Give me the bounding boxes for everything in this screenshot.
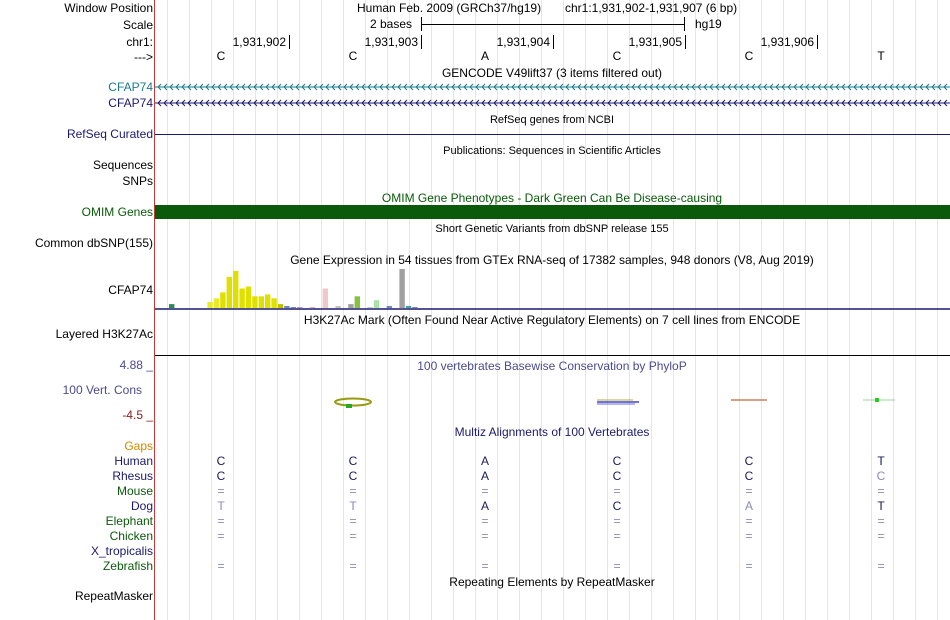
cons-wiggle-plot[interactable] [155, 394, 950, 412]
multiz-aligned-base: T [349, 499, 357, 513]
coordinate-tick [685, 35, 686, 49]
strand-arrow-label: ---> [134, 50, 153, 64]
refseq-track-label[interactable]: RefSeq Curated [66, 127, 153, 141]
gtex-gene-label[interactable]: CFAP74 [108, 283, 153, 297]
gtex-tissue-bar [227, 277, 232, 308]
multiz-aligned-base: C [348, 454, 358, 468]
assembly-text: Human Feb. 2009 (GRCh37/hg19) [357, 1, 542, 15]
gencode-item-label-2[interactable]: CFAP74 [108, 96, 153, 110]
gtex-tissue-bar [399, 269, 404, 308]
gtex-tissue-bar [278, 304, 283, 308]
h3k27ac-track-label[interactable]: Layered H3K27Ac [55, 327, 153, 341]
gtex-expression-bars[interactable] [155, 268, 950, 310]
scale-text: 2 bases [370, 17, 413, 31]
gtex-tissue-bar [239, 289, 244, 309]
coordinate-tick [817, 35, 818, 49]
multiz-aligned-base: T [217, 499, 225, 513]
gtex-tissue-bar [233, 271, 238, 308]
gencode-transcript-1[interactable] [155, 80, 950, 94]
multiz-aligned-base: C [744, 469, 754, 483]
gtex-tissue-bar [246, 287, 251, 309]
multiz-aligned-base: = [877, 529, 885, 543]
multiz-aligned-base: = [217, 559, 225, 573]
gencode-track-title: GENCODE V49lift37 (3 items filtered out) [441, 66, 663, 80]
multiz-species-label[interactable]: Rhesus [112, 469, 153, 483]
multiz-aligned-base: = [877, 559, 885, 573]
gtex-tissue-bar [374, 300, 379, 308]
cons-max-value: 4.88 _ [119, 358, 153, 372]
gtex-tissue-bar [259, 296, 264, 308]
gtex-tissue-bar [387, 306, 392, 308]
reference-base: C [744, 49, 754, 63]
multiz-aligned-base: C [612, 499, 622, 513]
cons-track-label[interactable]: 100 Vert. Cons [62, 383, 142, 397]
coordinate-label: 1,931,905 [628, 35, 682, 49]
gtex-tissue-bar [220, 292, 225, 308]
reference-base: C [612, 49, 622, 63]
multiz-aligned-base: = [745, 484, 753, 498]
gtex-tissue-bar [297, 307, 302, 308]
coordinate-tick [289, 35, 290, 49]
multiz-species-label[interactable]: Elephant [105, 514, 153, 528]
coordinate-label: 1,931,902 [232, 35, 286, 49]
gtex-tissue-bar [214, 298, 219, 308]
gtex-tissue-bar [355, 296, 360, 308]
omim-gene-bar[interactable] [155, 205, 950, 219]
multiz-species-label[interactable]: X_tropicalis [90, 544, 153, 558]
gtex-tissue-bar [310, 307, 315, 308]
refseq-gene-line[interactable] [155, 134, 950, 135]
dbsnp-track-title: Short Genetic Variants from dbSNP release 155 [435, 223, 669, 235]
multiz-species-label[interactable]: Chicken [109, 529, 153, 543]
reference-base: T [877, 49, 885, 63]
multiz-aligned-base: = [877, 484, 885, 498]
gtex-tissue-bar [207, 302, 212, 308]
cons-track-title: 100 vertebrates Basewise Conservation by PhyloP [417, 359, 687, 373]
multiz-species-label[interactable]: Mouse [116, 484, 153, 498]
gtex-tissue-bar [252, 296, 257, 308]
multiz-aligned-base: = [481, 484, 489, 498]
cons-min-value: -4.5 _ [122, 408, 153, 422]
multiz-aligned-base: = [877, 514, 885, 528]
multiz-aligned-base: = [349, 559, 357, 573]
multiz-track-title: Multiz Alignments of 100 Vertebrates [454, 425, 650, 439]
h3k27ac-baseline [155, 355, 950, 356]
multiz-species-label[interactable]: Human [114, 454, 153, 468]
dbsnp-track-label[interactable]: Common dbSNP(155) [34, 236, 153, 250]
coordinate-label: 1,931,904 [496, 35, 550, 49]
multiz-aligned-base: = [745, 529, 753, 543]
gtex-tissue-bar [406, 306, 411, 308]
coordinate-tick [421, 35, 422, 49]
reference-base: C [216, 49, 226, 63]
position-text: chr1:1,931,902-1,931,907 (6 bp) [565, 1, 738, 15]
multiz-aligned-base: = [613, 484, 621, 498]
publications-sequences-label[interactable]: Sequences [92, 158, 153, 172]
gtex-tissue-bar [291, 307, 296, 308]
gencode-transcript-2[interactable] [155, 96, 950, 110]
repeatmasker-track-label[interactable]: RepeatMasker [74, 589, 153, 603]
publications-track-title: Publications: Sequences in Scientific Articles [443, 145, 661, 157]
window-position-label: Window Position [64, 1, 153, 15]
multiz-aligned-base: = [349, 484, 357, 498]
multiz-aligned-base: = [481, 529, 489, 543]
repeatmasker-track-title: Repeating Elements by RepeatMasker [449, 575, 655, 589]
multiz-aligned-base: = [481, 514, 489, 528]
multiz-aligned-base: = [613, 514, 621, 528]
gtex-tissue-bar [284, 306, 289, 308]
scale-bar-right-tick [684, 17, 685, 31]
multiz-aligned-base: A [480, 469, 490, 483]
gencode-item-label-1[interactable]: CFAP74 [108, 80, 153, 94]
scale-bar-left-tick [421, 17, 422, 31]
multiz-aligned-base: = [745, 514, 753, 528]
multiz-aligned-base: = [217, 514, 225, 528]
chrom-label: chr1: [126, 35, 153, 49]
reference-base: A [480, 49, 490, 63]
multiz-aligned-base: = [613, 529, 621, 543]
refseq-track-title: RefSeq genes from NCBI [489, 114, 615, 126]
multiz-aligned-base: T [877, 454, 885, 468]
multiz-aligned-base: T [877, 499, 885, 513]
gtex-tissue-bar [412, 307, 417, 308]
gtex-tissue-bar [169, 304, 174, 308]
gtex-tissue-bar [271, 298, 276, 308]
omim-track-title: OMIM Gene Phenotypes - Dark Green Can Be Disease-causing [381, 191, 723, 205]
omim-track-label[interactable]: OMIM Genes [81, 205, 153, 219]
scale-label: Scale [122, 18, 153, 32]
multiz-species-label[interactable]: Zebrafish [102, 559, 153, 573]
multiz-aligned-base: C [216, 469, 226, 483]
multiz-aligned-base: = [349, 514, 357, 528]
multiz-gaps-label[interactable]: Gaps [124, 439, 153, 453]
gtex-tissue-bar [348, 304, 353, 308]
multiz-aligned-base: A [480, 454, 490, 468]
multiz-aligned-base: A [480, 499, 490, 513]
multiz-aligned-base: = [349, 529, 357, 543]
multiz-aligned-base: C [744, 454, 754, 468]
multiz-aligned-base: = [613, 559, 621, 573]
coordinate-label: 1,931,906 [760, 35, 814, 49]
multiz-aligned-base: C [612, 469, 622, 483]
coordinate-tick [553, 35, 554, 49]
multiz-aligned-base: C [612, 454, 622, 468]
gtex-tissue-bar [265, 294, 270, 308]
h3k27ac-track-title: H3K27Ac Mark (Often Found Near Active Regulatory Elements) on 7 cell lines from ENCODE [303, 313, 801, 327]
gtex-tissue-bar [335, 306, 340, 308]
multiz-aligned-base: = [481, 559, 489, 573]
gtex-track-title: Gene Expression in 54 tissues from GTEx RNA-seq of 17382 samples, 948 donors (V8, Aug 2019) [290, 253, 814, 267]
multiz-aligned-base: C [876, 469, 886, 483]
scale-bar [421, 24, 684, 25]
multiz-aligned-base: C [216, 454, 226, 468]
multiz-aligned-base: = [745, 559, 753, 573]
multiz-aligned-base: = [217, 529, 225, 543]
coordinate-label: 1,931,903 [364, 35, 418, 49]
gtex-tissue-bar [367, 307, 372, 308]
multiz-aligned-base: C [348, 469, 358, 483]
publications-snps-label[interactable]: SNPs [122, 174, 153, 188]
reference-base: C [348, 49, 358, 63]
multiz-aligned-base: = [217, 484, 225, 498]
multiz-species-label[interactable]: Dog [130, 499, 153, 513]
scale-assembly: hg19 [695, 17, 722, 31]
gtex-tissue-bar [323, 289, 328, 309]
multiz-aligned-base: A [744, 499, 754, 513]
